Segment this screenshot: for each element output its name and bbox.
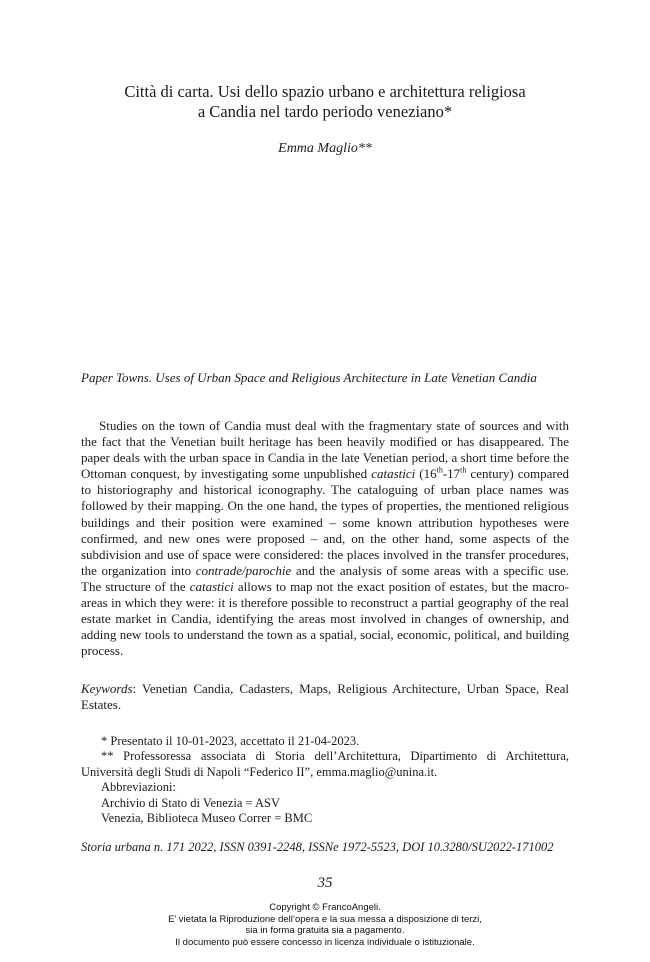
copyright-line-2: E’ vietata la Riproduzione dell’opera e la sua messa a disposizione di terzi, — [168, 913, 482, 925]
abstract-text-4: allows to map not the exact position of estates, but the macro-areas in which they were: it is therefore possible to reconstruct a partial geography of the real estate market in Candia, identifying the areas most involved in changes of ownership, and adding new tools to understand the town as a spatial, social, economic, political, and building process. — [81, 578, 570, 659]
title-line-2: a Candia nel tardo periodo veneziano* — [197, 102, 453, 121]
keywords — [81, 681, 569, 713]
keywords-list: : Venetian Candia, Cadasters, Maps, Religious Architecture, Urban Space, Real Estates. — [81, 681, 569, 712]
copyright-line-1: Copyright © FrancoAngeli. — [269, 902, 381, 913]
abstract-text-1: Studies on the town of Candia must deal with the fragmentary state of sources and with the fact that the Venetian built heritage has been heavily modified or has disappeared. The paper deals with the urban space in Candia in the late Venetian period, a short time before the Ottoman conquest, by investigating some unpublished — [81, 418, 569, 482]
abstract-text-3: and the analysis of some areas with a specific use. The structure of the — [81, 562, 569, 594]
copyright-line-3: sia in forma gratuita sia a pagamento. — [245, 925, 405, 937]
page-number: 35 — [317, 875, 333, 891]
footnote-affiliation: ** Professoressa associata di Storia dell’Architettura, Dipartimento di Architettura, Università degli Studi di Napoli “Federico II”, emma.maglio@unina.it. — [81, 749, 569, 779]
footnotes — [81, 734, 569, 826]
abstract-catastici-2: catastici — [189, 578, 234, 594]
abstract-contrade: contrade/parochie — [195, 562, 292, 578]
article-title — [81, 82, 569, 122]
abstract-text-2c: century) compared to historiography and historical iconography. The cataloguing of urban place names was followed by their mapping. On the one hand, the types of properties, the mentioned religious buildings and their position were examined – some known attribution hypotheses were confirmed, and new ones were proposed – and, on the other hand, some aspects of the subdivision and use of space were considered: the places involved in the transfer procedures, the organization into — [81, 466, 569, 578]
abstract-paragraph — [81, 418, 569, 659]
title-line-1: Città di carta. Usi dello spazio urbano e architettura religiosa — [124, 82, 526, 101]
keywords-label: Keywords — [81, 681, 133, 696]
abbreviations-heading: Abbreviazioni: — [101, 780, 176, 795]
journal-citation: Storia urbana n. 171 2022, ISSN 0391-2248, ISSNe 1972-5523, DOI 10.3280/SU2022-171002 — [81, 840, 554, 854]
abstract-catastici-1: catastici — [371, 466, 416, 482]
author-name: Emma Maglio** — [278, 141, 372, 156]
abbreviation-bmc: Venezia, Biblioteca Museo Correr = BMC — [101, 811, 313, 826]
english-title: Paper Towns. Uses of Urban Space and Religious Architecture in Late Venetian Candia — [81, 370, 537, 385]
abstract — [81, 418, 569, 659]
footnote-dates: * Presentato il 10-01-2023, accettato il 21-04-2023. — [101, 734, 360, 748]
abstract-text-2b: -17 — [442, 466, 461, 482]
abbreviation-asv: Archivio di Stato di Venezia = ASV — [101, 795, 281, 810]
abstract-text-2a: (16 — [415, 466, 437, 482]
copyright-notice — [0, 902, 650, 948]
abstract-sup-1: th — [436, 465, 443, 475]
copyright-line-4: Il documento può essere concesso in licenza individuale o istituzionale. — [175, 936, 475, 948]
abstract-sup-2: th — [460, 465, 467, 475]
